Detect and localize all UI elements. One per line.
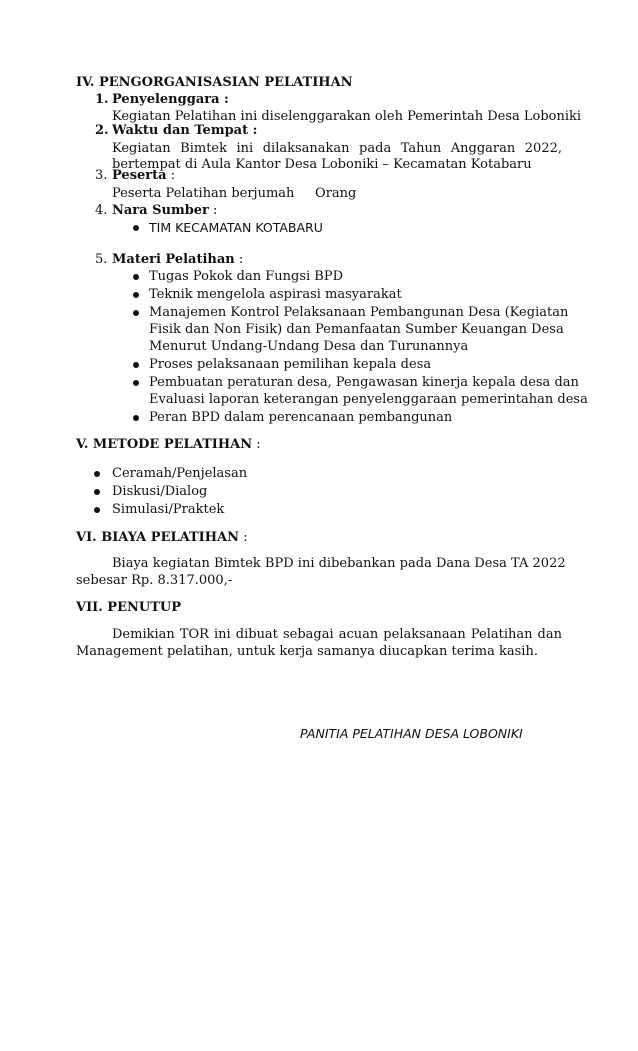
- biaya-text-line1: Biaya kegiatan Bimtek BPD ini dibebankan pada Dana Desa TA 2022: [112, 556, 566, 571]
- item-1-label: Penyelenggara :: [112, 92, 229, 107]
- materi-item-continued: Evaluasi laporan keterangan penyelenggaraan pemerintahan desa: [149, 392, 588, 407]
- metode-item: Simulasi/Praktek: [112, 502, 225, 517]
- bullet-icon: [133, 362, 139, 368]
- item-4-suffix: :: [208, 203, 218, 218]
- item-1-number: 1.: [95, 92, 109, 107]
- materi-item-continued: Fisik dan Non Fisik) dan Pemanfaatan Sumber Keuangan Desa: [149, 322, 564, 337]
- item-3-heading: [112, 167, 175, 184]
- item-4-label: Nara Sumber: [112, 203, 209, 218]
- bullet-icon: [133, 292, 139, 298]
- item-2-text-line1: Kegiatan Bimtek ini dilaksanakan pada Tahun Anggaran 2022,: [112, 141, 562, 156]
- item-5-label: Materi Pelatihan: [112, 252, 235, 267]
- metode-item: Diskusi/Dialog: [112, 484, 208, 499]
- item-2-text-line2: bertempat di Aula Kantor Desa Loboniki – Kecamatan Kotabaru: [112, 157, 532, 172]
- biaya-text-line2: sebesar Rp. 8.317.000,-: [76, 573, 233, 588]
- item-4-number: 4.: [95, 203, 108, 218]
- section-v-suffix: :: [252, 437, 261, 452]
- nara-sumber-item: TIM KECAMATAN KOTABARU: [149, 220, 323, 235]
- item-3-number: 3.: [95, 168, 108, 183]
- section-vi-title: VI. BIAYA PELATIHAN: [76, 530, 239, 545]
- section-iv-title: IV. PENGORGANISASIAN PELATIHAN: [76, 75, 353, 90]
- materi-item-continued: Menurut Undang-Undang Desa dan Turunannya: [149, 339, 469, 354]
- item-3-suffix: :: [166, 168, 176, 183]
- item-2-label: Waktu dan Tempat :: [112, 123, 258, 138]
- bullet-icon: [133, 415, 139, 421]
- metode-item: Ceramah/Penjelasan: [112, 466, 248, 481]
- section-vii-title: VII. PENUTUP: [76, 600, 181, 615]
- bullet-icon: [133, 274, 139, 280]
- bullet-icon: [133, 380, 139, 386]
- materi-item: Pembuatan peraturan desa, Pengawasan kinerja kepala desa dan: [149, 375, 579, 390]
- materi-item: Peran BPD dalam perencanaan pembangunan: [149, 410, 453, 425]
- item-3-text: Peserta Pelatihan berjumah Orang: [112, 186, 357, 201]
- bullet-icon: [94, 507, 100, 513]
- section-vi-suffix: :: [239, 530, 248, 545]
- materi-item: Proses pelaksanaan pemilihan kepala desa: [149, 357, 432, 372]
- item-3-label: Peserta: [112, 168, 167, 183]
- bullet-icon: [133, 225, 139, 231]
- materi-item: Teknik mengelola aspirasi masyarakat: [149, 287, 402, 302]
- signature-line: PANITIA PELATIHAN DESA LOBONIKI: [300, 726, 523, 741]
- bullet-icon: [133, 310, 139, 316]
- section-v-title: V. METODE PELATIHAN: [76, 437, 253, 452]
- item-5-suffix: :: [234, 252, 244, 267]
- bullet-icon: [94, 471, 100, 477]
- materi-item: Tugas Pokok dan Fungsi BPD: [149, 269, 344, 284]
- penutup-text-line2: Management pelatihan, untuk kerja samanya diucapkan terima kasih.: [76, 644, 538, 659]
- bullet-icon: [94, 489, 100, 495]
- item-4-heading: [112, 202, 217, 219]
- item-1-text: Kegiatan Pelatihan ini diselenggarakan oleh Pemerintah Desa Loboniki: [112, 109, 582, 124]
- item-2-number: 2.: [95, 123, 109, 138]
- item-5-number: 5.: [95, 252, 108, 267]
- section-v-heading: [76, 436, 261, 453]
- materi-item: Manajemen Kontrol Pelaksanaan Pembangunan Desa (Kegiatan: [149, 305, 569, 320]
- item-5-heading: [112, 251, 243, 268]
- section-vi-heading: [76, 529, 248, 546]
- penutup-text-line1: Demikian TOR ini dibuat sebagai acuan pelaksanaan Pelatihan dan: [112, 627, 562, 642]
